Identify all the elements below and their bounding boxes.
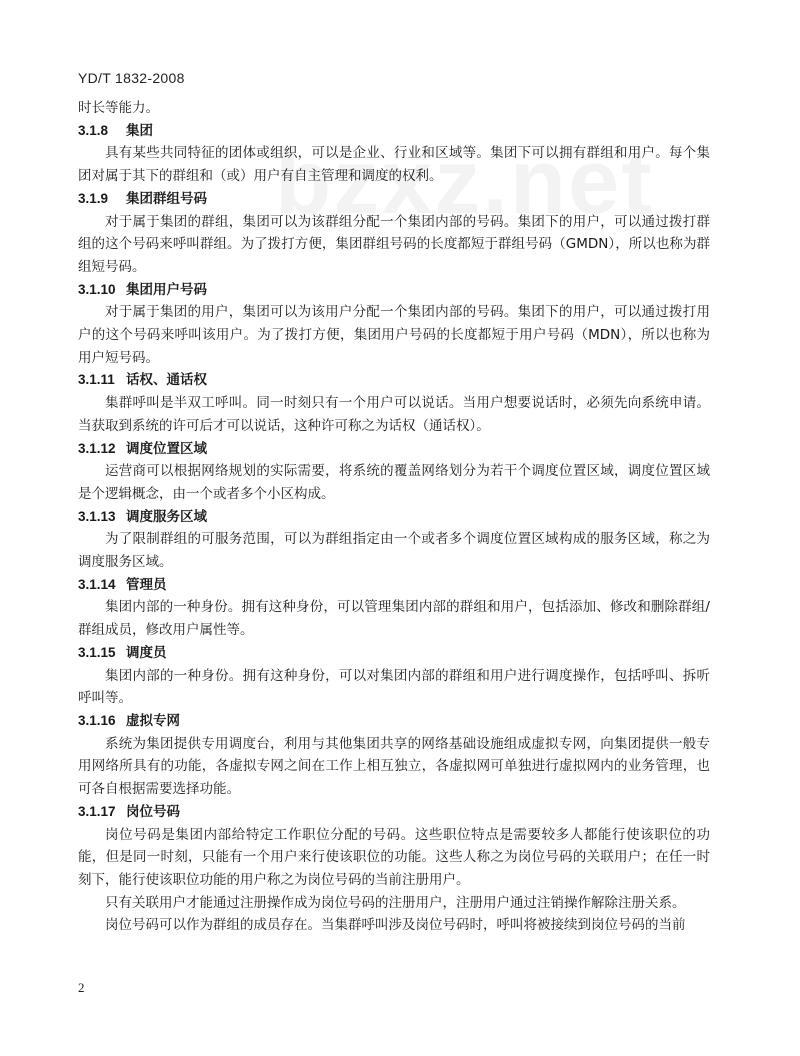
section-number: 3.1.14 — [78, 576, 116, 592]
section-number: 3.1.15 — [78, 644, 116, 660]
page-number: 2 — [78, 980, 85, 995]
section-paragraph: 系统为集团提供专用调度台，利用与其他集团共享的网络基础设施组成虚拟专网，向集团提供一般专用网络所具有的功能，各虚拟专网之间在工作上相互独立，各虚拟网可单独进行虚拟网内的业务管理，也可各自根据需要选择功能。 — [78, 735, 710, 798]
section-number: 3.1.17 — [78, 803, 116, 819]
section-title: 集团 — [126, 122, 153, 139]
section-title: 调度服务区域 — [126, 508, 207, 525]
section-title: 集团群组号码 — [126, 190, 207, 207]
section-paragraph: 集群呼叫是半双工呼叫。同一时刻只有一个用户可以说话。当用户想要说话时，必须先向系统申请。当获取到系统的许可后才可以说话，这种许可称之为话权（通话权）。 — [78, 395, 710, 434]
section-heading-3-1-14 — [78, 574, 710, 597]
section-number: 3.1.8 — [78, 122, 109, 138]
section-paragraph: 集团内部的一种身份。拥有这种身份，可以对集团内部的群组和用户进行调度操作，包括呼叫、拆听呼叫等。 — [78, 667, 710, 707]
section-title: 虚拟专网 — [126, 712, 180, 729]
section-paragraph: 岗位号码是集团内部给特定工作职位分配的号码。这些职位特点是需要较多人都能行使该职位的功能，但是同一时刻，只能有一个用户来行使该职位的功能。这些人称之为岗位号码的关联用户；在任一时刻下，能行使该职位功能的用户称之为岗位号码的当前注册用户。 — [78, 826, 710, 888]
section-heading-3-1-12 — [78, 438, 710, 461]
section-title: 调度员 — [126, 644, 167, 661]
section-heading-3-1-8 — [78, 120, 710, 143]
section-heading-3-1-13 — [78, 506, 710, 529]
section-paragraph: 岗位号码可以作为群组的成员存在。当集群呼叫涉及岗位号码时，呼叫将被接续到岗位号码的当前 — [105, 917, 686, 934]
section-number: 3.1.11 — [78, 372, 115, 388]
page-content — [78, 97, 710, 937]
section-title: 管理员 — [126, 576, 167, 593]
section-number: 3.1.12 — [78, 440, 116, 456]
document-id-header: YD/T 1832-2008 — [78, 70, 185, 86]
section-number: 3.1.16 — [78, 712, 116, 728]
section-paragraph: 运营商可以根据网络规划的实际需要，将系统的覆盖网络划分为若干个调度位置区域，调度位置区域是个逻辑概念，由一个或者多个小区构成。 — [78, 463, 710, 502]
section-number: 3.1.13 — [78, 508, 116, 524]
section-paragraph: 集团内部的一种身份。拥有这种身份，可以管理集团内部的群组和用户，包括添加、修改和删除群组/群组成员，修改用户属性等。 — [78, 599, 710, 639]
section-number: 3.1.9 — [78, 190, 109, 206]
section-title: 集团用户号码 — [126, 281, 207, 298]
section-paragraph: 只有关联用户才能通过注册操作成为岗位号码的注册用户，注册用户通过注销操作解除注册关系。 — [105, 894, 686, 911]
section-number: 3.1.10 — [78, 281, 116, 297]
section-heading-3-1-15 — [78, 642, 710, 665]
section-heading-3-1-9 — [78, 188, 710, 211]
section-paragraph: 为了限制群组的可服务范围，可以为群组指定由一个或者多个调度位置区域构成的服务区域，称之为调度服务区域。 — [78, 531, 710, 571]
section-heading-3-1-17 — [78, 801, 710, 824]
section-paragraph: 具有某些共同特征的团体或组织，可以是企业、行业和区域等。集团下可以拥有群组和用户。每个集团对属于其下的群组和（或）用户有自主管理和调度的权利。 — [78, 145, 710, 185]
section-heading-3-1-10 — [78, 279, 710, 302]
section-paragraph: 对于属于集团的用户，集团可以为该用户分配一个集团内部的号码。集团下的用户，可以通过拨打用户的这个号码来呼叫该用户。为了拨打方便，集团用户号码的长度都短于用户号码（MDN），所以也称为用户短号码。 — [78, 304, 710, 366]
section-heading-3-1-16 — [78, 710, 710, 733]
section-title: 岗位号码 — [126, 803, 180, 820]
section-title: 调度位置区域 — [126, 440, 207, 457]
section-title: 话权、通话权 — [126, 372, 207, 389]
section-heading-3-1-11 — [78, 369, 710, 392]
continued-text-line: 时长等能力。 — [78, 100, 159, 116]
section-paragraph: 对于属于集团的群组，集团可以为该群组分配一个集团内部的号码。集团下的用户，可以通过拨打群组的这个号码来呼叫群组。为了拨打方便，集团群组号码的长度都短于群组号码（GMDN），所以也称为群组短号码。 — [78, 213, 710, 275]
